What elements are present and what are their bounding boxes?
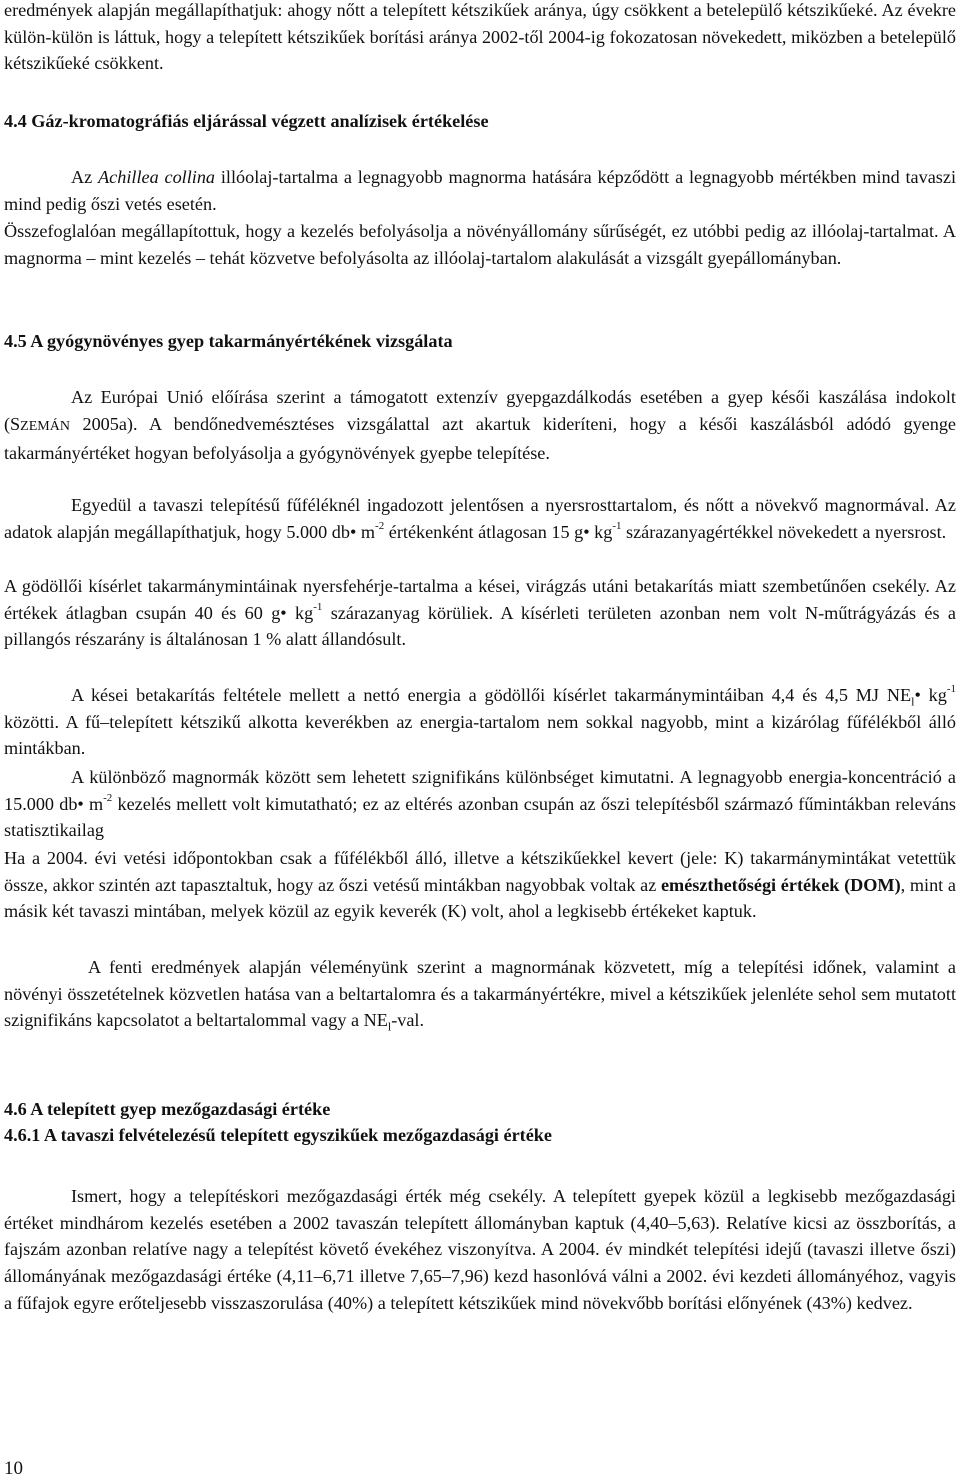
paragraph-4-4-a [4, 164, 956, 217]
text-run: Az [71, 167, 99, 187]
small-caps-run: ZEMÁN [20, 418, 70, 434]
text-run: illóolaj-tartalma a legnagyobb magnorma hatására képződött a legnagyobb mértékben mind tavaszi mind pedig őszi vetés esetén. [4, 167, 956, 214]
heading-4-6 [4, 1096, 956, 1122]
paragraph-4-6-1 [4, 1183, 956, 1317]
paragraph-intro [4, 0, 956, 77]
subscript: l [911, 694, 915, 709]
text-run: szárazanyagértékkel növekedett a nyersrost. [621, 521, 947, 542]
paragraph-4-5-g [4, 954, 956, 1034]
section-heading: 4.5 A gyógynövényes gyep takarmányértékének vizsgálata [4, 331, 453, 351]
text-run: Az Európai Unió előírása szerint a támogatott extenzív gyepgazdálkodás esetében a gyep késői kaszálása indokolt (S [4, 387, 956, 434]
bold-term: emészthetőségi értékek (DOM) [660, 874, 901, 895]
text-run: A kései betakarítás feltétele mellett a nettó energia a gödöllői kísérlet takarmánymintáiban 4,4 és 4,5 MJ NE [71, 685, 912, 705]
heading-4-4 [4, 108, 956, 134]
text-run: A fenti eredmények alapján véleményünk szerint a magnormának közvetett, míg a telepítési időnek, valamint a növényi összetételnek közvetlen hatása van a beltartalomra és a takarmányértékre, mivel a kétszikűek jelenléte sehol sem mutatott szignifikáns kapcsolatot a beltartalommal vagy a NE [4, 957, 956, 1031]
page-number: 10 [4, 1458, 23, 1479]
superscript: -2 [375, 519, 385, 532]
paragraph-4-5-d [4, 682, 956, 762]
section-heading: 4.6 A telepített gyep mezőgazdasági értéke [4, 1099, 331, 1119]
text-run: , mint a másik két tavaszi mintában, melyek közül az egyik keverék (K) volt, ahol a legkisebb értékeket kaptuk. [4, 874, 956, 922]
paragraph-4-5-f [4, 845, 956, 925]
paragraph-text: eredmények alapján megállapíthatjuk: ahogy nőtt a telepített kétszikűek aránya, úgy csökkent a betelepülő kétszikűeké. Az évekre külön-külön is láttuk, hogy a telepített kétszikűek borítási aránya 2002-től 2004-ig fokozatosan növekedett, miközben a betelepülő kétszikűeké csökkent. [4, 0, 956, 74]
text-run: -val. [391, 1010, 425, 1031]
superscript: -1 [612, 519, 622, 532]
text-run: 2005a). A bendőnedvemésztéses vizsgálattal azt akartuk kideríteni, hogy a késői kaszálásból adódó gyenge takarmányértéket hogyan befolyásolja a gyógynövények gyepbe telepítése. [4, 413, 956, 464]
text-run: kezelés mellett volt kimutatható; ez az eltérés azonban csupán az őszi telepítésből származó fűmintákban releváns statisztikailag [4, 793, 956, 841]
section-heading: 4.4 Gáz-kromatográfiás eljárással végzett analízisek értékelése [4, 111, 489, 131]
paragraph-4-5-b [4, 492, 956, 545]
superscript: -2 [103, 791, 113, 804]
text-run: szárazanyag körüliek. A kísérleti területen azonban nem volt N-műtrágyázás és a pillangós részarány is általánosan 1 % alatt állandósult. [4, 602, 956, 650]
subscript: l [387, 1020, 392, 1035]
heading-4-6-1 [4, 1122, 956, 1148]
superscript: -1 [946, 682, 956, 695]
paragraph-text: Ismert, hogy a telepítéskori mezőgazdasági érték még csekély. A telepített gyepek közül a legkisebb mezőgazdasági értéket mindhárom kezelés esetében a 2002 tavaszán telepített állományban kaptuk (4,40–5,63). Relatíve kicsi az összborítás, a fajszám azonban relatíve nagy a telepítést követő évekéhez viszonyítva. A 2004. év mindkét telepítési idejű (tavaszi illetve őszi) állományának mezőgazdasági értéke (4,11–6,71 illetve 7,65–7,96) kezd hasonlóvá válni a 2002. évi kezdeti állományéhoz, vagyis a fűfajok egyre erőteljesebb visszaszorulása (40%) a telepített kétszikűek mind növekvőbb borítási előnyének (43%) kedvez. [4, 1186, 956, 1313]
text-run: A gödöllői kísérlet takarmánymintáinak nyersfehérje-tartalma a kései, virágzás utáni betakarítás miatt szembetűnően csekély. Az értékek átlagban csupán 40 és 60 g• kg [4, 576, 956, 623]
text-run: közötti. A fű–telepített kétszikű alkotta keverékben az energia-tartalom nem sokkal nagyobb, mint a kizárólag fűfélékből álló mintákban. [4, 711, 956, 759]
text-run: Ha a 2004. évi vetési időpontokban csak a fűfélékből álló, illetve a kétszikűekkel kevert (jele: K) takarmánymintákat vetettük össze, akkor szintén azt tapasztaltuk, hogy az őszi vetésű mintákban nagyobbak voltak az [4, 848, 956, 895]
superscript: -1 [313, 600, 323, 613]
subsection-heading: 4.6.1 A tavaszi felvételezésű telepített egyszikűek mezőgazdasági értéke [4, 1125, 552, 1145]
paragraph-text: Összefoglalóan megállapítottuk, hogy a kezelés befolyásolja a növényállomány sűrűségét, ez utóbbi pedig az illóolaj-tartalmat. A magnorma – mint kezelés – tehát közvetve befolyásolta az illóolaj-tartalom alakulását a vizsgált gyepállományban. [4, 221, 956, 268]
text-run: A különböző magnormák között sem lehetett szignifikáns különbséget kimutatni. A legnagyobb energia-koncentráció a 15.000 db• m [4, 767, 956, 814]
paragraph-4-5-c [4, 573, 956, 653]
species-name: Achillea collina [98, 167, 216, 187]
text-run: • kg [914, 685, 947, 705]
paragraph-4-5-e [4, 764, 956, 844]
heading-4-5 [4, 328, 956, 354]
paragraph-4-4-b [4, 218, 956, 271]
text-run: értékenként átlagosan 15 g• kg [384, 521, 613, 542]
paragraph-4-5-a [4, 384, 956, 467]
text-run: Egyedül a tavaszi telepítésű fűféléknél ingadozott jelentősen a nyersrosttartalom, és nőtt a növekvő magnormával. Az adatok alapján megállapíthatjuk, hogy 5.000 db• m [4, 495, 956, 542]
